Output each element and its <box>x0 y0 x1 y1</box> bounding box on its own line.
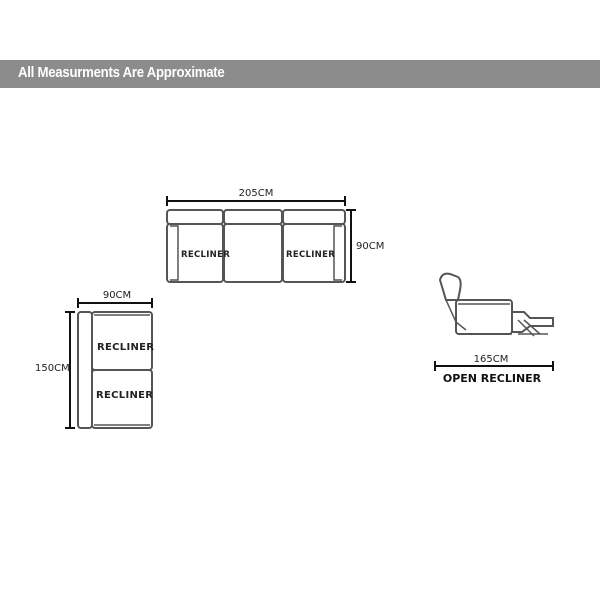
seat-left-label: RECLINER <box>181 250 231 260</box>
back-cushion-left <box>167 210 223 224</box>
sofa-side-view <box>35 290 154 428</box>
seat-upper <box>92 312 155 370</box>
recliner-backrest <box>440 274 461 300</box>
seat-upper-label: RECLINER <box>97 342 155 353</box>
recliner-footrest <box>512 312 553 332</box>
arm-left <box>170 226 178 280</box>
depth-dimension-label: 90CM <box>356 241 385 252</box>
side-width-dimension-label: 90CM <box>102 290 132 301</box>
banner-title: All Measurments Are Approximate <box>18 64 225 81</box>
seat-lower-label: RECLINER <box>96 390 154 401</box>
open-recliner-profile <box>435 274 553 385</box>
seat-right-label: RECLINER <box>286 250 336 260</box>
arm-right <box>334 226 342 280</box>
seat-middle <box>224 224 282 282</box>
width-dimension-label: 205CM <box>238 188 274 199</box>
recliner-length-label: 165CM <box>473 354 509 365</box>
side-back-cushion <box>78 312 92 428</box>
back-cushion-middle <box>224 210 282 224</box>
open-recliner-caption: OPEN RECLINER <box>442 372 542 385</box>
back-cushion-right <box>283 210 345 224</box>
sofa-top-view <box>167 188 384 282</box>
side-length-dimension-label: 150CM <box>35 363 70 374</box>
